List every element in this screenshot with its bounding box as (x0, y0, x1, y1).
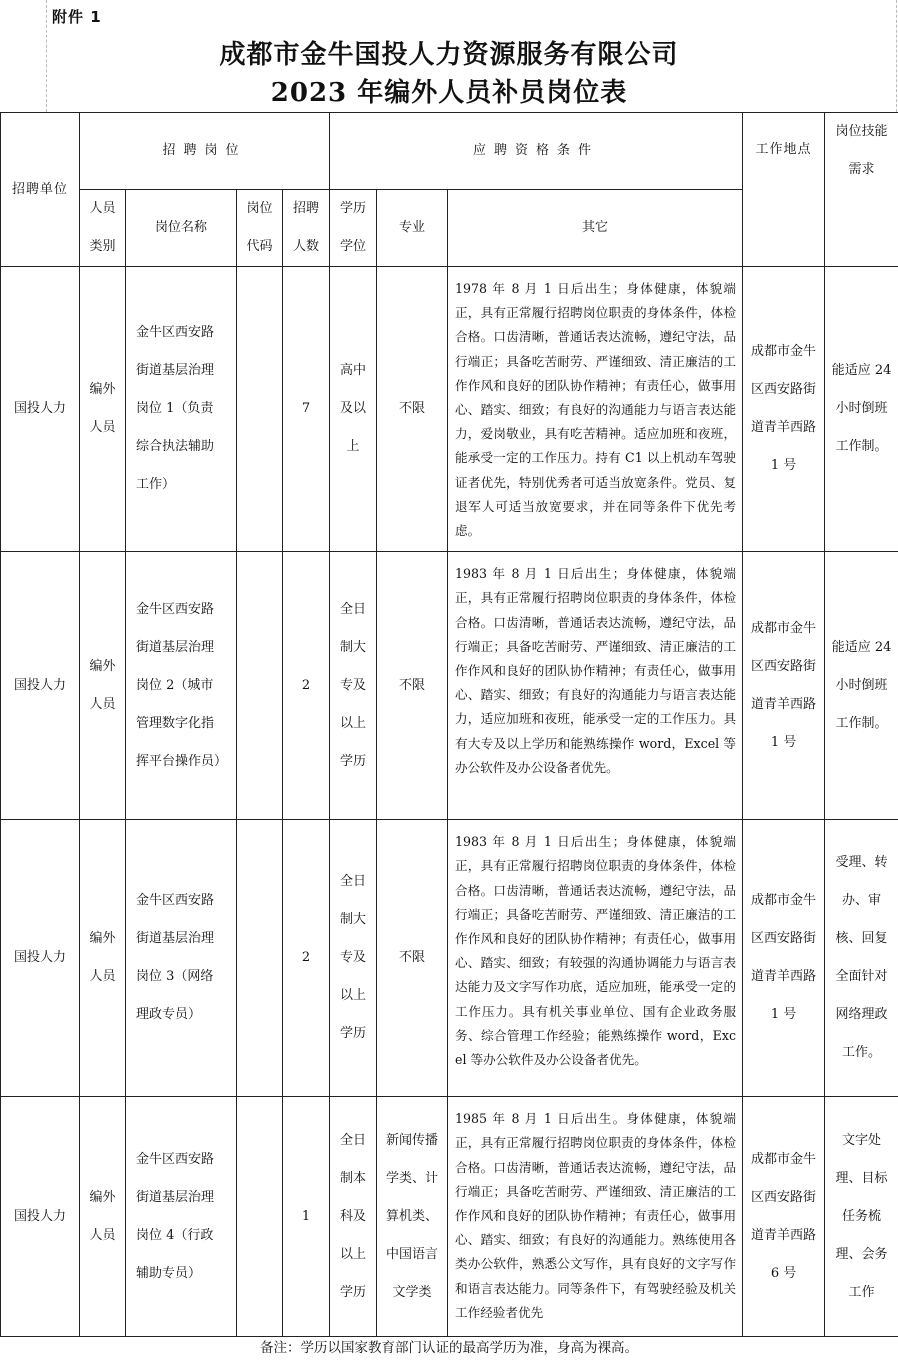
table-header-row (1, 113, 898, 190)
row-education: 全日制大专及以上学历 (330, 820, 377, 1097)
row-count: 7 (283, 267, 330, 552)
row-post-name: 金牛区西安路街道基层治理岗位 2（城市管理数字化指挥平台操作员） (126, 552, 237, 820)
header-education: 学历学位 (330, 190, 377, 267)
row-unit: 国投人力 (1, 820, 80, 1097)
row-major: 不限 (377, 267, 448, 552)
header-unit: 招聘单位 (1, 113, 80, 267)
table-row (1, 820, 898, 1097)
table-row (1, 552, 898, 820)
attachment-label: 附件 1 (52, 8, 102, 26)
row-code (237, 267, 283, 552)
row-other-requirements: 1983 年 8 月 1 日后出生；身体健康，体貌端正，具有正常履行招聘岗位职责的身体条件，体检合格。口齿清晰，普通话表达流畅，遵纪守法，品行端正；具备吃苦耐劳、严谨细致、清正廉洁的工作作风和良好的团队协作精神；有责任心，做事用心、踏实、细致；有较强的沟通协调能力与语言表达能力及文字写作功底，适应加班，能承受一定的工作压力。具有机关事业单位、国有企业政务服务、综合管理工作经验；能熟练操作 word，Excel 等办公软件及办公设备者优先。 (448, 820, 743, 1097)
row-unit: 国投人力 (1, 267, 80, 552)
row-other-requirements: 1983 年 8 月 1 日后出生；身体健康，体貌端正，具有正常履行招聘岗位职责的身体条件，体检合格。口齿清晰，普通话表达流畅，遵纪守法，品行端正；具备吃苦耐劳、严谨细致、清正廉洁的工作作风和良好的团队协作精神；有责任心，做事用心、踏实、细致；有良好的沟通能力与语言表达能力，适应加班和夜班，能承受一定的工作压力。具有大专及以上学历和能熟练操作 word，Excel 等办公软件及办公设备者优先。 (448, 552, 743, 820)
row-code (237, 820, 283, 1097)
row-count: 1 (283, 1097, 330, 1337)
positions-table (0, 112, 898, 1337)
row-code (237, 1097, 283, 1337)
table-row (1, 1097, 898, 1337)
header-other: 其它 (448, 190, 743, 267)
row-code (237, 552, 283, 820)
row-post-name: 金牛区西安路街道基层治理岗位 1（负责综合执法辅助工作） (126, 267, 237, 552)
header-code: 岗位代码 (237, 190, 283, 267)
document-subtitle: 2023 年编外人员补员岗位表 (270, 78, 628, 108)
row-skill: 能适应 24 小时倒班工作制。 (825, 267, 898, 552)
document-title: 成都市金牛国投人力资源服务有限公司 (219, 40, 679, 70)
row-type: 编外人员 (80, 267, 126, 552)
row-skill: 文字处理、目标任务梳理、会务工作 (825, 1097, 898, 1337)
row-major: 新闻传播学类、计算机类、中国语言文学类 (377, 1097, 448, 1337)
row-count: 2 (283, 552, 330, 820)
footnote: 备注：学历以国家教育部门认证的最高学历为准，身高为裸高。 (260, 1340, 638, 1356)
row-education: 高中及以上 (330, 267, 377, 552)
row-education: 全日制大专及以上学历 (330, 552, 377, 820)
row-skill: 受理、转办、审核、回复全面针对网络理政工作。 (825, 820, 898, 1097)
row-location: 成都市金牛区西安路街道青羊西路 1 号 (743, 552, 825, 820)
row-major: 不限 (377, 820, 448, 1097)
row-other-requirements: 1985 年 8 月 1 日后出生。身体健康，体貌端正，具有正常履行招聘岗位职责的身体条件，体检合格。口齿清晰，普通话表达流畅，遵纪守法，品行端正；具备吃苦耐劳、严谨细致、清正廉洁的工作作风和良好的团队协作精神；有责任心，做事用心、踏实、细致；有良好的沟通能力。熟练使用各类办公软件，熟悉公文写作，具有良好的文字写作和语言表达能力。同等条件下，有驾驶经验及机关工作经验者优先 (448, 1097, 743, 1337)
header-type: 人员类别 (80, 190, 126, 267)
header-count: 招聘人数 (283, 190, 330, 267)
row-location: 成都市金牛区西安路街道青羊西路 1 号 (743, 267, 825, 552)
row-unit: 国投人力 (1, 1097, 80, 1337)
row-type: 编外人员 (80, 1097, 126, 1337)
row-post-name: 金牛区西安路街道基层治理岗位 3（网络理政专员） (126, 820, 237, 1097)
row-major: 不限 (377, 552, 448, 820)
row-type: 编外人员 (80, 820, 126, 1097)
row-post-name: 金牛区西安路街道基层治理岗位 4（行政辅助专员） (126, 1097, 237, 1337)
row-other-requirements: 1978 年 8 月 1 日后出生；身体健康，体貌端正，具有正常履行招聘岗位职责的身体条件，体检合格。口齿清晰，普通话表达流畅，遵纪守法，品行端正；具备吃苦耐劳、严谨细致、清正廉洁的工作作风和良好的团队协作精神；有责任心，做事用心、踏实、细致；有良好的沟通能力与语言表达能力，爱岗敬业，具有吃苦精神。适应加班和夜班，能承受一定的工作压力。持有 C1 以上机动车驾驶证者优先，特别优秀者可适当放宽条件。党员、复退军人可适当放宽要求，并在同等条件下优先考虑。 (448, 267, 743, 552)
row-unit: 国投人力 (1, 552, 80, 820)
row-type: 编外人员 (80, 552, 126, 820)
row-count: 2 (283, 820, 330, 1097)
header-recruit: 招聘岗位 (80, 113, 330, 190)
row-education: 全日制本科及以上学历 (330, 1097, 377, 1337)
header-skill: 岗位技能需求 (825, 113, 898, 267)
row-skill: 能适应 24 小时倒班工作制。 (825, 552, 898, 820)
row-location: 成都市金牛区西安路街道青羊西路 1 号 (743, 820, 825, 1097)
table-row (1, 267, 898, 552)
header-major: 专业 (377, 190, 448, 267)
header-location: 工作地点 (743, 113, 825, 267)
row-location: 成都市金牛区西安路街道青羊西路 6 号 (743, 1097, 825, 1337)
header-name: 岗位名称 (126, 190, 237, 267)
header-requirements: 应聘资格条件 (330, 113, 743, 190)
